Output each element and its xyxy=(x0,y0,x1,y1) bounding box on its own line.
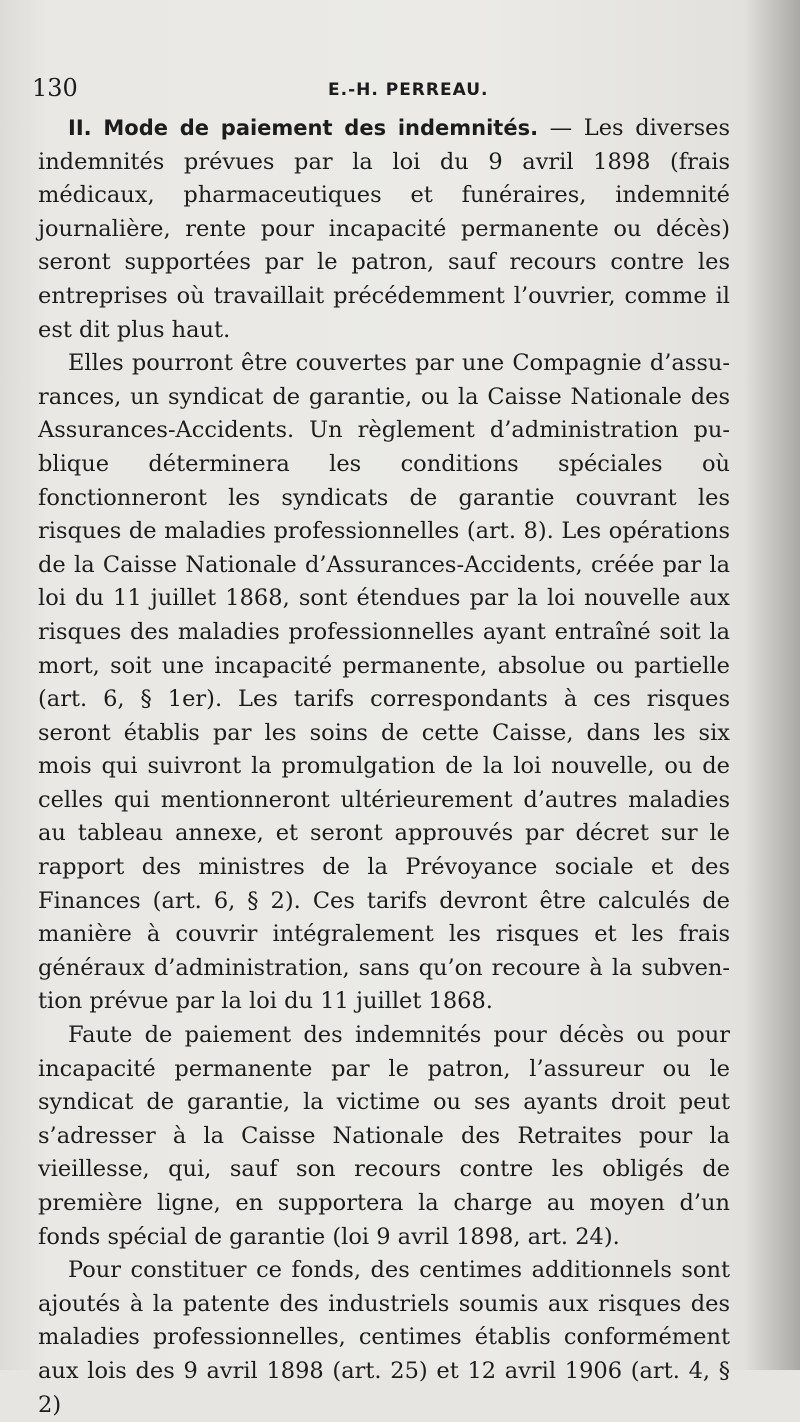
paragraph-4: Pour constituer ce fonds, des centimes additionnels sont ajoutés à la patente des industriels soumis aux risques des maladies professionnelles, centimes établis conformément aux lois des 9 avril 1898 (art. 25) et 12 avril 1906 (art. 4, § 2) xyxy=(38,1257,730,1418)
section-intro: Les diverses indemnités prévues par la loi du 9 avril 1898 (frais médicaux, pharmaceutiques et funéraires, indemnité journalière, rente pour incapacité permanente ou décès) seront supportées par le patron, sauf recours contre les entreprises où travaillait précédemment l’ouvrier, comme il est dit plus haut. xyxy=(38,115,730,343)
title-dash: — xyxy=(538,115,584,141)
page-header xyxy=(32,74,732,108)
paragraph-2: Elles pourront être couvertes par une Compagnie d’assurances, un syndicat de garantie, ou la Caisse Nationale des Assurances-Accidents. Un règlement d’administration publique déterminera les conditions spéciales où fonctionneront les syndicats de garantie couvrant les risques de maladies professionnelles (art. 8). Les opérations de la Caisse Nationale d’Assurances-Accidents, créée par la loi du 11 juillet 1868, sont étendues par la loi nouvelle aux risques des maladies professionnelles ayant entraîné soit la mort, soit une incapacité permanente, absolue ou partielle (art. 6, § 1er). Les tarifs correspondants à ces risques seront établis par les soins de cette Caisse, dans les six mois qui suivront la promulgation de la loi nouvelle, ou de celles qui mentionneront ultérieurement d’autres maladies au tableau annexe, et seront approuvés par décret sur le rapport des ministres de la Prévoyance sociale et des Finances (art. 6, § 2). Ces tarifs devront être calculés de manière à couvrir intégralement les risques et les frais généraux d’administration, sans qu’on recoure à la subvention prévue par la loi du 11 juillet 1868. xyxy=(38,350,730,1015)
body-text xyxy=(38,112,730,1422)
section-title: II. Mode de paiement des indemnités. xyxy=(68,116,539,140)
running-head: E.-H. PERREAU. xyxy=(328,80,489,100)
page-number: 130 xyxy=(32,74,78,102)
paragraph-3: Faute de paiement des indemnités pour décès ou pour incapacité permanente par le patron, l’assureur ou le syndicat de garantie, la victime ou ses ayants droit peut s’adresser à la Caisse Nationale des Retraites pour la vieillesse, qui, sauf son recours contre les obligés de première ligne, en supportera la charge au moyen d’un fonds spécial de garantie (loi 9 avril 1898, art. 24). xyxy=(38,1022,730,1250)
paragraph-1 xyxy=(38,112,730,347)
